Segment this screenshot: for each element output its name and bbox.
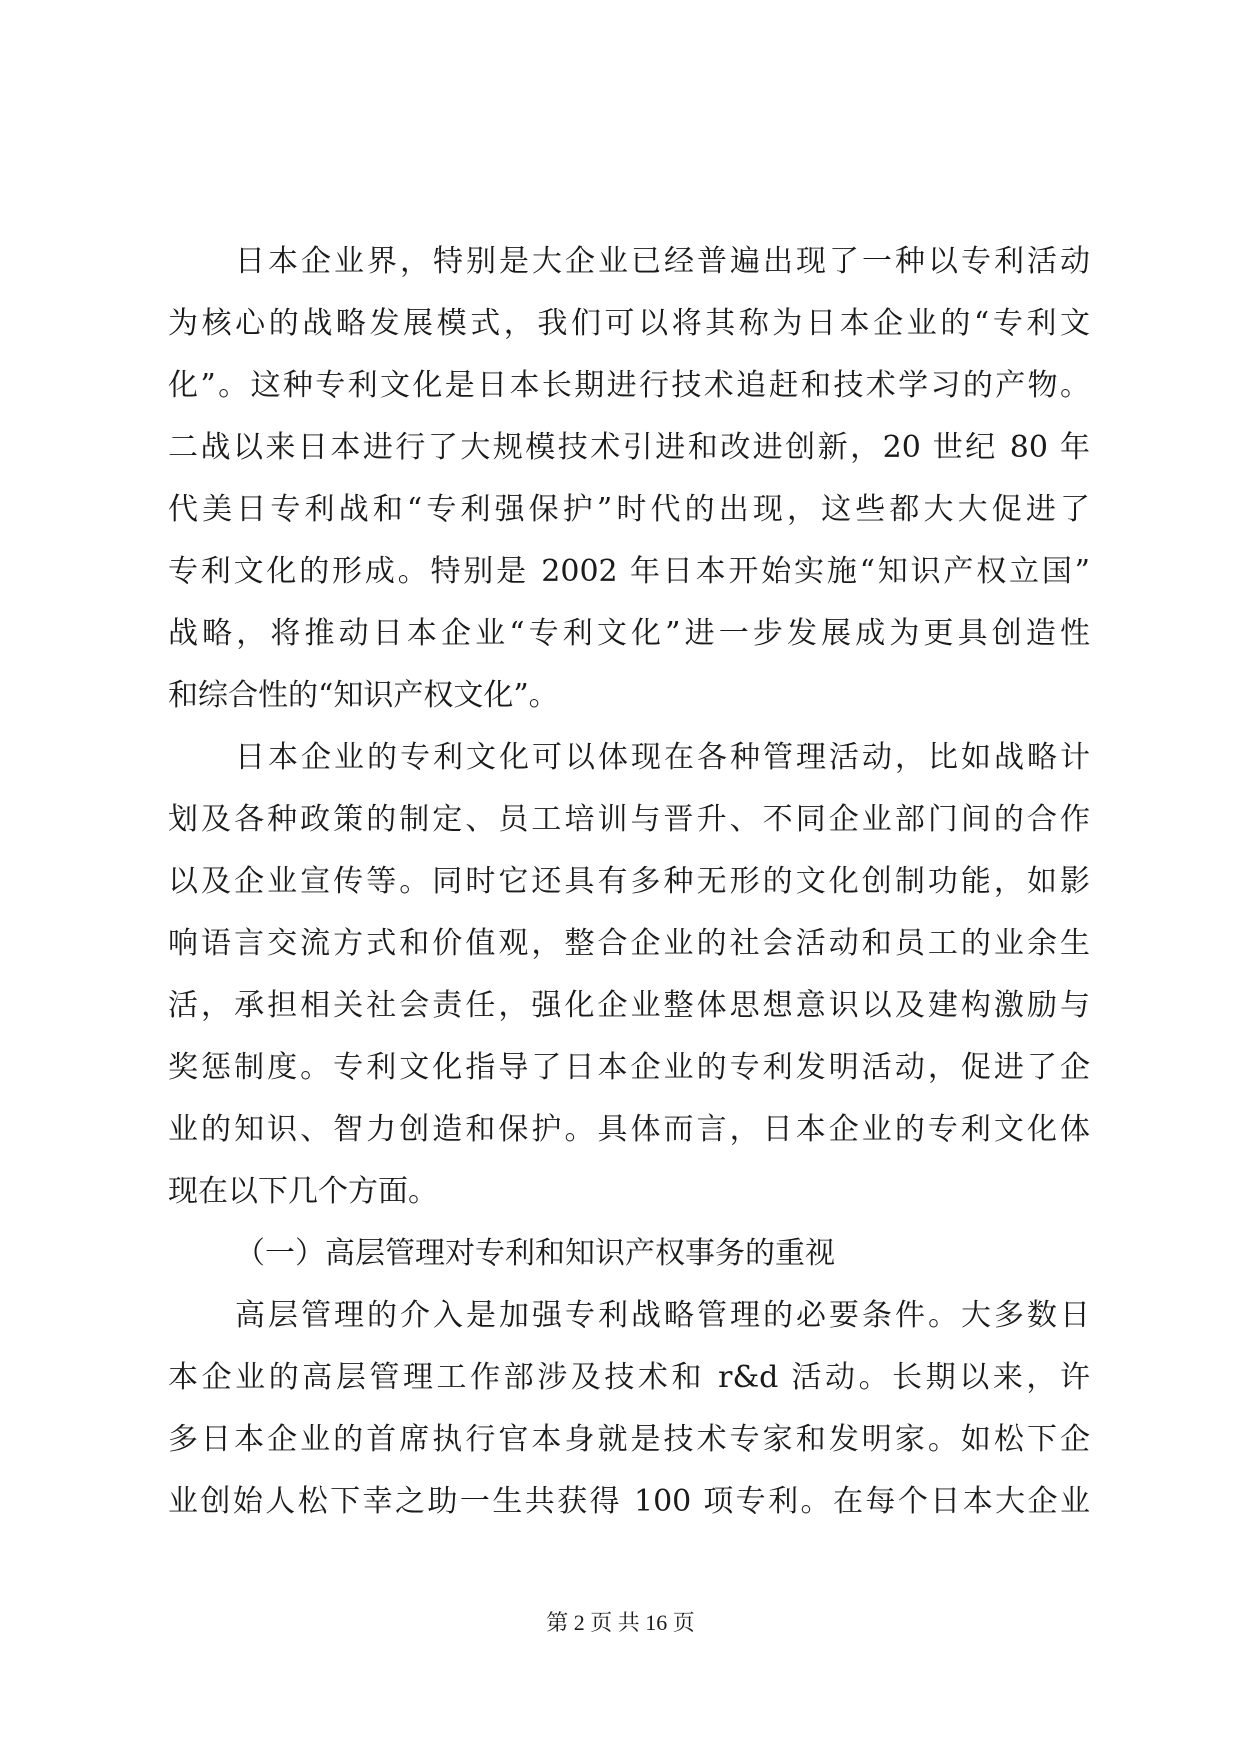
paragraph-line: 本企业的高层管理工作部涉及技术和 r&d 活动。长期以来，许	[168, 1360, 1090, 1395]
paragraph-line: 日本企业界，特别是大企业已经普遍出现了一种以专利活动	[235, 244, 1090, 279]
paragraph-line: 业创始人松下幸之助一生共获得 100 项专利。在每个日本大企业	[168, 1484, 1090, 1519]
section-heading: （一）高层管理对专利和知识产权事务的重视	[235, 1236, 835, 1271]
paragraph-line: 专利文化的形成。特别是 2002 年日本开始实施“知识产权立国”	[168, 554, 1090, 589]
paragraph-line: 以及企业宣传等。同时它还具有多种无形的文化创制功能，如影	[168, 864, 1090, 899]
paragraph-line: 奖惩制度。专利文化指导了日本企业的专利发明活动，促进了企	[168, 1050, 1090, 1085]
paragraph-line: 划及各种政策的制定、员工培训与晋升、不同企业部门间的合作	[168, 802, 1090, 837]
paragraph-line: 战略，将推动日本企业“专利文化”进一步发展成为更具创造性	[168, 616, 1090, 651]
page-footer	[0, 1606, 1241, 1637]
paragraph-line: 响语言交流方式和价值观，整合企业的社会活动和员工的业余生	[168, 926, 1090, 961]
paragraph-line: 日本企业的专利文化可以体现在各种管理活动，比如战略计	[235, 740, 1090, 775]
paragraph-line: 高层管理的介入是加强专利战略管理的必要条件。大多数日	[235, 1298, 1090, 1333]
paragraph-line: 为核心的战略发展模式，我们可以将其称为日本企业的“专利文	[168, 306, 1090, 341]
paragraph-line: 和综合性的“知识产权文化”。	[168, 678, 559, 713]
document-body	[168, 231, 1090, 1533]
paragraph-line: 代美日专利战和“专利强保护”时代的出现，这些都大大促进了	[168, 492, 1090, 527]
paragraph-line: 二战以来日本进行了大规模技术引进和改进创新，20 世纪 80 年	[168, 430, 1090, 465]
paragraph-line: 业的知识、智力创造和保护。具体而言，日本企业的专利文化体	[168, 1112, 1090, 1147]
paragraph-line: 化”。这种专利文化是日本长期进行技术追赶和技术学习的产物。	[168, 368, 1090, 403]
page-number-label: 第 2 页 共 16 页	[546, 1610, 695, 1635]
paragraph-line: 现在以下几个方面。	[168, 1174, 438, 1209]
paragraph-line: 多日本企业的首席执行官本身就是技术专家和发明家。如松下企	[168, 1422, 1090, 1457]
paragraph-line: 活，承担相关社会责任，强化企业整体思想意识以及建构激励与	[168, 988, 1090, 1023]
